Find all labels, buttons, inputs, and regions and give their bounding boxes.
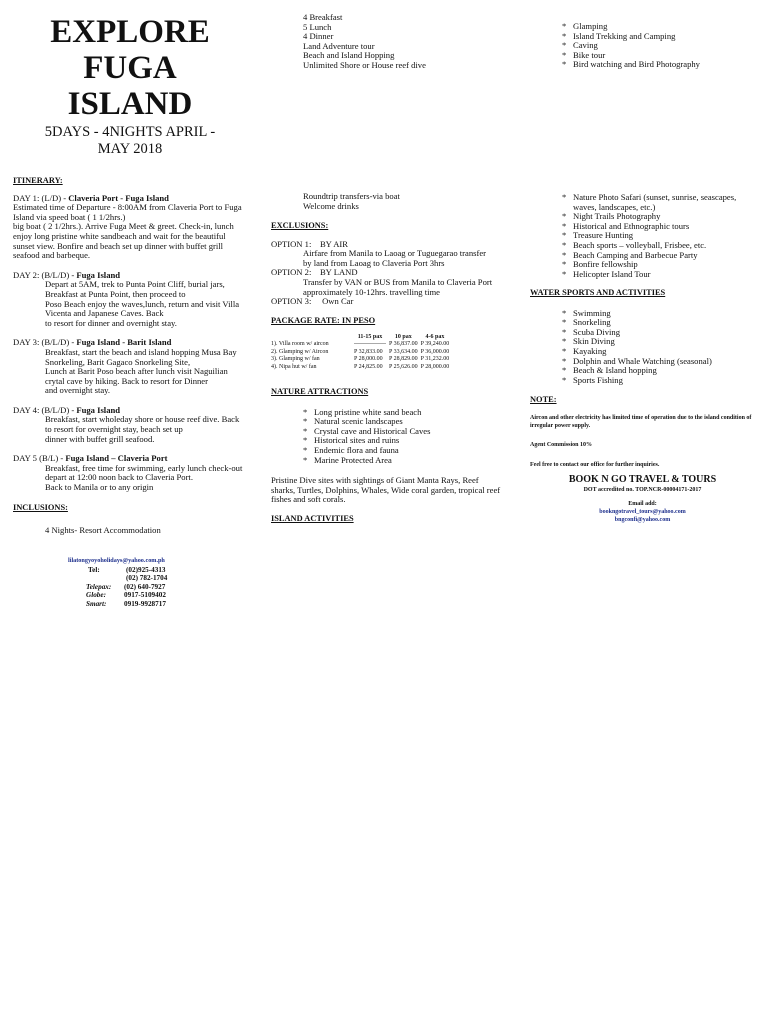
list-item: * Helicopter Island Tour <box>562 270 754 280</box>
list-item: * Nature Photo Safari (sunset, sunrise, seascapes, waves, landscapes, etc.) <box>562 193 754 212</box>
title-block <box>10 14 250 158</box>
list-item: * Beach sports – volleyball, Frisbee, etc. <box>562 241 754 251</box>
note-commission: Agent Commission 10% <box>530 442 593 449</box>
inclusion-item: 4 Breakfast <box>303 12 343 22</box>
list-item: * Historical and Ethnographic tours <box>562 222 754 232</box>
inclusion-item: Roundtrip transfers-via boat <box>303 191 400 201</box>
inclusions-heading: INCLUSIONS: <box>13 502 68 512</box>
agency-email-1[interactable]: bookngotravel_tours@yahoo.com <box>599 509 686 515</box>
list-item: * Endemic flora and fauna <box>303 446 501 456</box>
list-item: * Natural scenic landscapes <box>303 417 501 427</box>
day-4-place: Fuga Island <box>76 404 121 415</box>
list-item: * Island Trekking and Camping <box>562 32 752 42</box>
list-item: * Kayaking <box>562 347 755 357</box>
inclusion-item: Beach and Island Hopping <box>303 50 395 61</box>
title-line-2: FUGA <box>83 50 177 86</box>
island-activities-list-top <box>562 22 752 70</box>
day-2 <box>13 271 243 329</box>
day-5-text: Breakfast, free time for swimming, early lunch check-out depart at 12:00 noon back to Claveria Port. Back to Manila or to any origin <box>45 462 243 493</box>
nature-list <box>303 408 501 466</box>
day-5-place: Fuga Island – Claveria Port <box>65 453 168 464</box>
exclusions-section <box>271 221 496 307</box>
list-item: * Dolphin and Whale Watching (seasonal) <box>562 357 755 367</box>
option-3: OPTION 3: Own Car <box>271 296 354 307</box>
list-item: * Beach Camping and Barbecue Party <box>562 251 754 261</box>
island-activities-list-bottom <box>562 193 754 279</box>
day-1-prefix: DAY 1: (L/D) - <box>13 192 69 203</box>
list-item: * Night Trails Photography <box>562 212 754 222</box>
water-sports-heading: WATER SPORTS AND ACTIVITIES <box>530 288 666 297</box>
nature-section <box>271 387 501 524</box>
list-item: * Scuba Diving <box>562 328 755 338</box>
list-item: * Historical sites and ruins <box>303 436 501 446</box>
itinerary-heading: ITINERARY: <box>13 176 63 185</box>
list-item: * Skin Diving <box>562 337 755 347</box>
agency-email-label: Email add: <box>628 501 657 507</box>
day-2-text: Depart at 5AM, trek to Punta Point Cliff, burial jars, Breakfast at Punta Point, then proceed to Poso Beach enjoy the waves,lunch, return and visit Villa Vicenta and Japanese Caves. Back to resort for dinner and overnight stay. <box>45 279 240 328</box>
table-row: 3). Glamping w/ fan P 28,000.00 P 28,829.00 P 31,232.00 <box>271 356 450 363</box>
day-3-text: Breakfast, start the beach and island hopping Musa Bay Snorkeling, Barit Gagaco Snorkeling Site, Lunch at Barit Poso beach after lunch visit Naguilian crytal cave by hiking. Back to resort for Dinner and overnight stay. <box>45 346 237 396</box>
note-section <box>530 396 755 469</box>
inclusion-item: Unlimited Shore or House reef dive <box>303 59 426 70</box>
day-3-place: Fuga Island - Barit Island <box>76 337 172 348</box>
nature-heading: NATURE ATTRACTIONS <box>271 387 369 396</box>
agency-email-2[interactable]: bngconfi@yahoo.com <box>614 517 671 523</box>
day-5 <box>13 454 243 492</box>
exclusions-heading: EXCLUSIONS: <box>271 221 329 230</box>
day-3 <box>13 338 243 396</box>
day-2-prefix: DAY 2: (B/L/D) - <box>13 269 77 280</box>
note-inquiries: Feel free to contact our office for further inquiries. <box>530 461 660 468</box>
package-rate-section <box>271 316 501 371</box>
tour-dates: 5DAYS - 4NIGHTS APRIL - MAY 2018 <box>44 124 216 157</box>
day-1-place: Claveria Port - Fuga Island <box>68 192 169 203</box>
list-item: * Caving <box>562 41 752 51</box>
contact-row-globe: Globe: 0917-5109402 <box>86 591 166 600</box>
rate-table-header: 11-15 pax 10 pax 4-6 pax <box>357 334 445 340</box>
contact-row-telepax: Telepax: (02) 640-7927 <box>86 582 166 591</box>
inclusion-accommodation: 4 Nights- Resort Accommodation <box>45 525 161 536</box>
list-item: * Glamping <box>562 22 752 32</box>
list-item: * Bike tour <box>562 51 752 61</box>
day-4 <box>13 406 243 444</box>
list-item: * Sports Fishing <box>562 376 755 386</box>
rate-table <box>271 334 452 371</box>
list-item: * Marine Protected Area <box>303 456 501 466</box>
list-item: * Long pristine white sand beach <box>303 408 501 418</box>
contact-email[interactable]: lilatongyoyoholidays@yahoo.com.ph <box>68 557 165 564</box>
inclusion-item: 5 Lunch <box>303 21 332 32</box>
water-sports-list <box>562 309 755 386</box>
table-row: 4). Nipa hut w/ fan P 24,825.00 P 25,626.00 P 28,000.00 <box>271 363 450 370</box>
list-item: * Snorkeling <box>562 318 755 328</box>
title-line-3: ISLAND <box>67 86 193 122</box>
option-2: OPTION 2: BY LAND Transfer by VAN or BUS from Manila to Claveria Port approximately 10-12hrs. travelling time <box>271 267 493 297</box>
day-4-text: Breakfast, start wholeday shore or house reef dive. Back to resort for overnight stay, beach set up dinner with buffet grill seafood. <box>45 414 240 444</box>
day-3-prefix: DAY 3: (B/L/D) - <box>13 337 77 348</box>
day-1 <box>13 194 243 261</box>
itinerary-section <box>13 176 243 536</box>
contact-row-smart: Smart: 0919-9928717 <box>86 599 166 608</box>
inclusion-item: Land Adventure tour <box>303 40 375 51</box>
dive-sites-text: Pristine Dive sites with sightings of Giant Manta Rays, Reef sharks, Turtles, Dolphins, Whales, Wide coral garden, tropical reef fishes and soft corals. <box>271 475 501 505</box>
day-1-text: Estimated time of Departure - 8:00AM from Claveria Port to Fuga Island via speed boat ( 1 1/2hrs.) big boat ( 2 1/2hrs.). Arrive Fuga Meet & greet. Check-in, lunch enjoy long pristine white sandbeach and wait for the beautiful sunset view. Bonfire and beach set up dinner with buffet grill seafood and barbeque. <box>13 202 242 261</box>
note-power: Aircon and other electricity has limited time of operation due to the island condition of irregular power supply. <box>530 415 752 429</box>
list-item: * Bonfire fellowship <box>562 260 754 270</box>
table-row: 1). Villa room w/ aircon ---------------- P 36,837.00 P 39,240.00 <box>271 341 450 348</box>
agency-dot: DOT accredited no. TOP.NCR-00004171-2017 <box>583 487 702 493</box>
inclusion-item: 4 Dinner <box>303 31 334 42</box>
inclusions-list-top <box>303 13 503 71</box>
contact-row-tel2: (02) 782-1704 <box>126 574 168 583</box>
contact-row-tel: Tel: (02)925-4313 <box>88 565 166 574</box>
package-rate-heading: PACKAGE RATE: IN PESO <box>271 316 376 325</box>
option-1: OPTION 1: BY AIR Airfare from Manila to Laoag or Tuguegarao transfer by land from Laoag to Claveria Port 3hrs <box>271 238 487 268</box>
inclusions-list-bottom <box>303 192 503 211</box>
agency-name: BOOK N GO TRAVEL & TOURS <box>568 474 717 485</box>
list-item: * Beach & Island hopping <box>562 366 755 376</box>
island-activities-heading: ISLAND ACTIVITIES <box>271 513 354 523</box>
day-5-prefix: DAY 5 (B/L) - <box>13 453 66 464</box>
inclusion-item: Welcome drinks <box>303 200 359 211</box>
agency-block <box>530 474 755 524</box>
list-item: * Bird watching and Bird Photography <box>562 60 752 70</box>
table-row: 2). Glamping w/ Aircon P 32,833.00 P 33,634.00 P 36,000.00 <box>271 348 450 355</box>
list-item: * Treasure Hunting <box>562 231 754 241</box>
list-item: * Swimming <box>562 309 755 319</box>
title-line-1: EXPLORE <box>50 14 210 50</box>
water-sports-section <box>530 288 755 385</box>
day-4-prefix: DAY 4: (B/L/D) - <box>13 404 77 415</box>
day-2-place: Fuga Island <box>76 269 121 280</box>
note-heading: NOTE: <box>530 395 557 404</box>
contact-left <box>68 557 238 609</box>
list-item: * Crystal cave and Historical Caves <box>303 427 501 437</box>
